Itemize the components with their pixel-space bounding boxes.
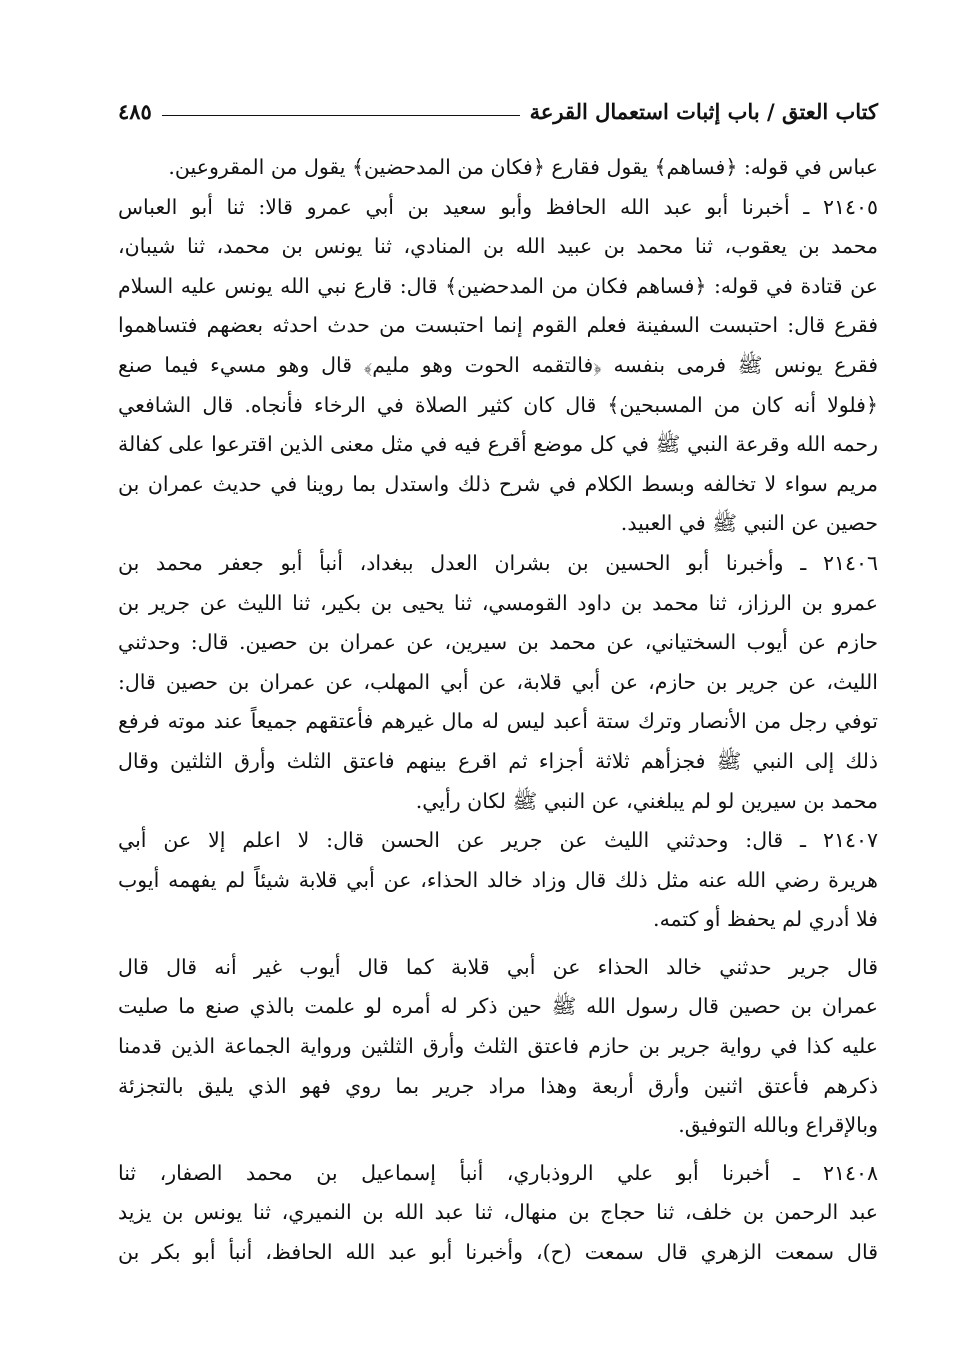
text-line: ٢١٤٠٨ ـ أخبرنا أبو علي الروذباري، أنبأ إسماعيل بن محمد الصفار، ثنا bbox=[118, 1160, 878, 1185]
text-line: محمد بن سيرين لو لم يبلغني، عن النبي ﷺ لكان رأيي. bbox=[415, 788, 878, 813]
text-line: ٢١٤٠٥ ـ أخبرنا أبو عبد الله الحافظ وأبو سعيد بن أبي عمرو قالا: ثنا أبو العباس bbox=[118, 194, 878, 219]
text-line: رحمه الله وقرعة النبي ﷺ في كل موضع أقرع فيه في مثل معنى الذين اقترعوا على كفالة bbox=[118, 432, 878, 457]
text-line: الليث، عن جرير بن حازم، عن أبي قلابة، عن أبي المهلب، عن عمران بن حصين قال: bbox=[118, 669, 878, 694]
text-line: عباس في قوله: ﴿فساهم﴾ يقول فقارع ﴿فكان من المدحضين﴾ يقول من المقروعين. bbox=[168, 155, 878, 179]
header-rule bbox=[162, 115, 520, 116]
text-line: قال سمعت الزهري قال سمعت (ح)، وأخبرنا أبو عبد الله الحافظ، أنبأ أبو بكر بن bbox=[118, 1240, 878, 1265]
text-line: توفي رجل من الأنصار وترك ستة أعبد ليس له مال غيرهم فأعتقهم جميعاً عند موته فرفع bbox=[118, 709, 878, 734]
paragraph-gap bbox=[118, 1146, 878, 1154]
text-line: عمران بن حصين قال رسول الله ﷺ حين ذكر له أمره لو علمت بالذي صنع ما صليت bbox=[118, 994, 878, 1019]
text-line: محمد بن يعقوب، ثنا محمد بن عبيد الله بن المنادي، ثنا يونس بن محمد، ثنا شيبان، bbox=[118, 234, 878, 259]
text-line: ٢١٤٠٧ ـ قال: وحدثني الليث عن جرير عن الحسن قال: لا اعلم إلا عن أبي bbox=[118, 828, 878, 853]
text-line: ذكرهم فأعتق اثنين وأرق أربعة وهذا مراد جرير بما روي فهو الذي يليق بالتجزئة bbox=[118, 1073, 878, 1098]
text-line: عمرو بن الرزاز، ثنا محمد بن داود القومسي، ثنا يحيى بن بكير، ثنا الليث عن جرير بن bbox=[118, 590, 878, 615]
text-line: حصين عن النبي ﷺ في العبيد. bbox=[620, 511, 878, 536]
paragraph-gap bbox=[118, 940, 878, 948]
text-line: فقرع قال: احتبست السفينة فعلم القوم إنما احتبست من حدث احدثه بعضهم فتساهموا bbox=[118, 313, 878, 338]
book-page bbox=[118, 86, 878, 1273]
text-line: فلا أدري لم يحفظ أو كتمه. bbox=[653, 907, 878, 932]
text-line: ﴿فلولا أنه كان من المسبحين﴾ قال كان كثير الصلاة في الرخاء فأنجاه. قال الشافعي bbox=[118, 392, 878, 417]
text-line: ٢١٤٠٦ ـ وأخبرنا أبو الحسين بن بشران العدل ببغداد، أنبأ أبو جعفر محمد بن bbox=[118, 550, 878, 575]
text-line: مريم سواء لا تخالفه وبسط الكلام في شرح ذلك واستدل بما روينا في حديث عمران بن bbox=[118, 471, 878, 496]
chapter-title: كتاب العتق / باب إثبات استعمال القرعة bbox=[529, 99, 878, 124]
text-line: حازم عن أيوب السختياني، عن محمد بن سيرين، عن عمران بن حصين. قال: وحدثني bbox=[118, 630, 878, 655]
running-header bbox=[118, 86, 878, 134]
text-line: وبالإقراع وبالله التوفيق. bbox=[678, 1113, 878, 1138]
text-line: عليه كذا في رواية جرير بن حازم فاعتق الثلث وأرق الثلثين ورواية الجماعة الذين قدمنا bbox=[118, 1034, 878, 1059]
text-line: قال جرير حدثني خالد الحذاء عن أبي قلابة كما قال أيوب غير أنه قال قال bbox=[118, 954, 878, 979]
text-line: فقرع يونس ﷺ فرمى بنفسه ﴿فالتقمه الحوت وهو مليم﴾ قال وهو مسيء فيما صنع bbox=[118, 352, 878, 377]
page-number: ٤٨٥ bbox=[118, 99, 152, 124]
text-line: عن قتادة في قوله: ﴿فساهم فكان من المدحضين﴾ قال: قارع نبي الله يونس عليه السلام bbox=[118, 273, 878, 298]
text-line: ذلك إلى النبي ﷺ فجزأهم ثلاثة أجزاء ثم اقرع بينهم فاعتق الثلث وأرق الثلثين وقال bbox=[118, 748, 878, 773]
text-line: هريرة رضي الله عنه مثل ذلك قال وزاد خالد الحذاء، عن أبي قلابة شيئاً لم يفهمه أيوب bbox=[118, 867, 878, 892]
body-text bbox=[118, 148, 878, 1273]
text-line: عبد الرحمن بن خلف، ثنا حجاج بن منهال، ثنا عبد الله بن النميري، ثنا يونس بن يزيد bbox=[118, 1200, 878, 1225]
